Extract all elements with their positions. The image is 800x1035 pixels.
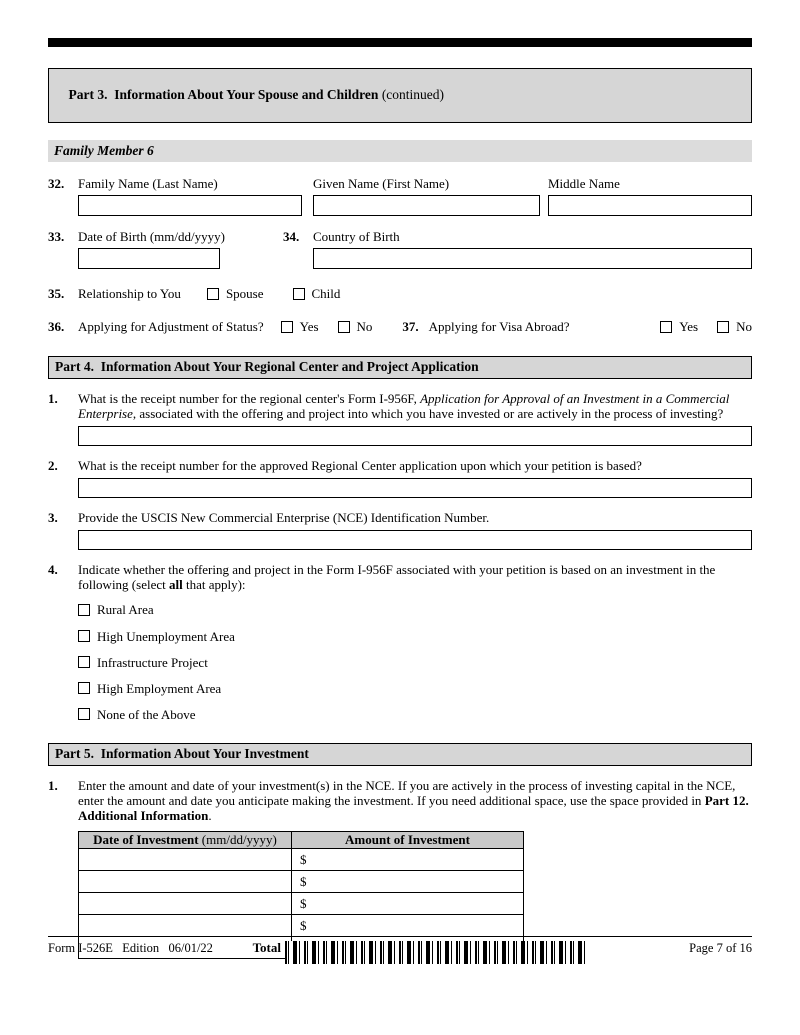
spouse-checkbox-label: Spouse — [225, 286, 264, 301]
date-of-investment-cell[interactable] — [79, 915, 292, 937]
form-page — [48, 0, 752, 1035]
visa-abroad-yes-checkbox[interactable] — [660, 321, 672, 333]
item-35-number: 35. — [48, 286, 65, 301]
part4-header: Part 4. Information About Your Regional Center and Project Application — [48, 356, 752, 379]
part5-header: Part 5. Information About Your Investment — [48, 743, 752, 766]
item-33-number: 33. — [48, 229, 65, 244]
high-employment-area-label: High Employment Area — [97, 680, 222, 696]
part4-q3-input[interactable] — [78, 530, 752, 550]
child-checkbox[interactable] — [293, 288, 305, 300]
part4-item-1-number: 1. — [48, 391, 58, 406]
adjustment-yes-checkbox[interactable] — [281, 321, 293, 333]
amount-cell[interactable]: $ — [292, 915, 524, 937]
relationship-label: Relationship to You — [78, 286, 181, 301]
part4-item-4-number: 4. — [48, 562, 58, 578]
adjustment-no-label: No — [356, 319, 373, 334]
part5-q1-text: Enter the amount and date of your investment(s) in the NCE. If you are actively in the process of investing capital in the NCE, enter the amount and date you anticipate making the investment. If you need additional space, use the space provided in Part 12. Additional Information. — [78, 777, 749, 824]
part3-title: Part 3. Information About Your Spouse and Children — [68, 87, 379, 102]
amount-cell[interactable]: $ — [292, 849, 524, 871]
infrastructure-project-checkbox[interactable] — [78, 656, 90, 668]
country-of-birth-input[interactable] — [313, 248, 752, 269]
family-name-label: Family Name (Last Name) — [78, 176, 218, 191]
part4-item-4 — [48, 562, 752, 722]
part4-q4-options — [78, 602, 752, 721]
adjustment-no-checkbox[interactable] — [338, 321, 350, 333]
part4-item-3 — [48, 510, 752, 550]
item-34-number: 34. — [283, 229, 300, 244]
item-32-number: 32. — [48, 176, 65, 191]
rural-area-checkbox[interactable] — [78, 604, 90, 616]
date-of-investment-cell[interactable] — [79, 849, 292, 871]
part4-item-1 — [48, 391, 752, 446]
part4-q3-text: Provide the USCIS New Commercial Enterprise (NCE) Identification Number. — [78, 510, 490, 526]
part5-item-1-number: 1. — [48, 777, 58, 793]
item-35 — [48, 286, 752, 302]
part4-q2-input[interactable] — [78, 478, 752, 498]
none-of-the-above-checkbox[interactable] — [78, 708, 90, 720]
part5-item-1 — [48, 778, 752, 959]
date-of-investment-cell[interactable] — [79, 871, 292, 893]
item-32-labels — [48, 176, 752, 192]
investment-row — [79, 871, 524, 893]
investment-row — [79, 849, 524, 871]
family-member-6-header: Family Member 6 — [48, 140, 752, 162]
part4-q1-text: What is the receipt number for the regional center's Form I-956F, Application for Approval of an Investment in a Commercial Enterprise, associated with the offering and project into which you have invested or are actively in the process of investing? — [78, 391, 730, 422]
page-footer — [48, 936, 752, 964]
family-name-input[interactable] — [78, 195, 302, 216]
part4-item-3-number: 3. — [48, 510, 58, 526]
item-32-inputs — [48, 195, 752, 216]
investment-table-header-row — [79, 832, 524, 849]
item-36-37 — [48, 319, 752, 335]
total-label: Total — [79, 937, 292, 959]
item-33-34-labels — [48, 229, 752, 245]
part4-q2-text: What is the receipt number for the approved Regional Center application upon which your petition is based? — [78, 458, 642, 474]
date-of-birth-input[interactable] — [78, 248, 220, 269]
country-of-birth-label: Country of Birth — [313, 229, 400, 244]
date-of-investment-header: Date of Investment (mm/dd/yyyy) — [79, 832, 292, 849]
rural-area-label: Rural Area — [97, 602, 154, 618]
part4-item-2 — [48, 458, 752, 498]
none-of-the-above-label: None of the Above — [97, 706, 196, 722]
visa-abroad-no-checkbox[interactable] — [717, 321, 729, 333]
part4-q1-input[interactable] — [78, 426, 752, 446]
form-edition-text: Form I-526E Edition 06/01/22 — [48, 941, 213, 955]
visa-abroad-label: Applying for Visa Abroad? — [428, 319, 570, 334]
high-employment-area-checkbox[interactable] — [78, 682, 90, 694]
given-name-label: Given Name (First Name) — [313, 176, 450, 191]
amount-cell[interactable]: $ — [292, 871, 524, 893]
page-number-text: Page 7 of 16 — [689, 941, 752, 955]
part3-title-continued: (continued) — [378, 87, 445, 102]
item-37-number: 37. — [402, 319, 419, 334]
part4-q4-text: Indicate whether the offering and project in the Form I-956F associated with your petition is based on an investment in the following (select all that apply): — [78, 562, 716, 593]
item-33-34-inputs — [48, 248, 752, 269]
child-checkbox-label: Child — [311, 286, 341, 301]
adjustment-of-status-label: Applying for Adjustment of Status? — [78, 319, 264, 334]
barcode — [285, 941, 585, 964]
amount-of-investment-header: Amount of Investment — [292, 832, 524, 849]
infrastructure-project-label: Infrastructure Project — [97, 654, 208, 670]
amount-cell[interactable]: $ — [292, 893, 524, 915]
high-unemployment-area-label: High Unemployment Area — [97, 628, 235, 644]
middle-name-label: Middle Name — [548, 176, 620, 191]
date-of-birth-label: Date of Birth (mm/dd/yyyy) — [78, 229, 225, 244]
date-of-investment-cell[interactable] — [79, 893, 292, 915]
part4-item-2-number: 2. — [48, 458, 58, 474]
spouse-checkbox[interactable] — [207, 288, 219, 300]
adjustment-yes-label: Yes — [299, 319, 319, 334]
middle-name-input[interactable] — [548, 195, 752, 216]
item-36-number: 36. — [48, 319, 65, 334]
given-name-input[interactable] — [313, 195, 540, 216]
top-black-bar — [48, 38, 752, 47]
part3-header — [48, 68, 752, 123]
investment-row — [79, 915, 524, 937]
visa-abroad-yes-label: Yes — [679, 319, 699, 334]
visa-abroad-no-label: No — [736, 319, 752, 334]
investment-row — [79, 893, 524, 915]
high-unemployment-area-checkbox[interactable] — [78, 630, 90, 642]
